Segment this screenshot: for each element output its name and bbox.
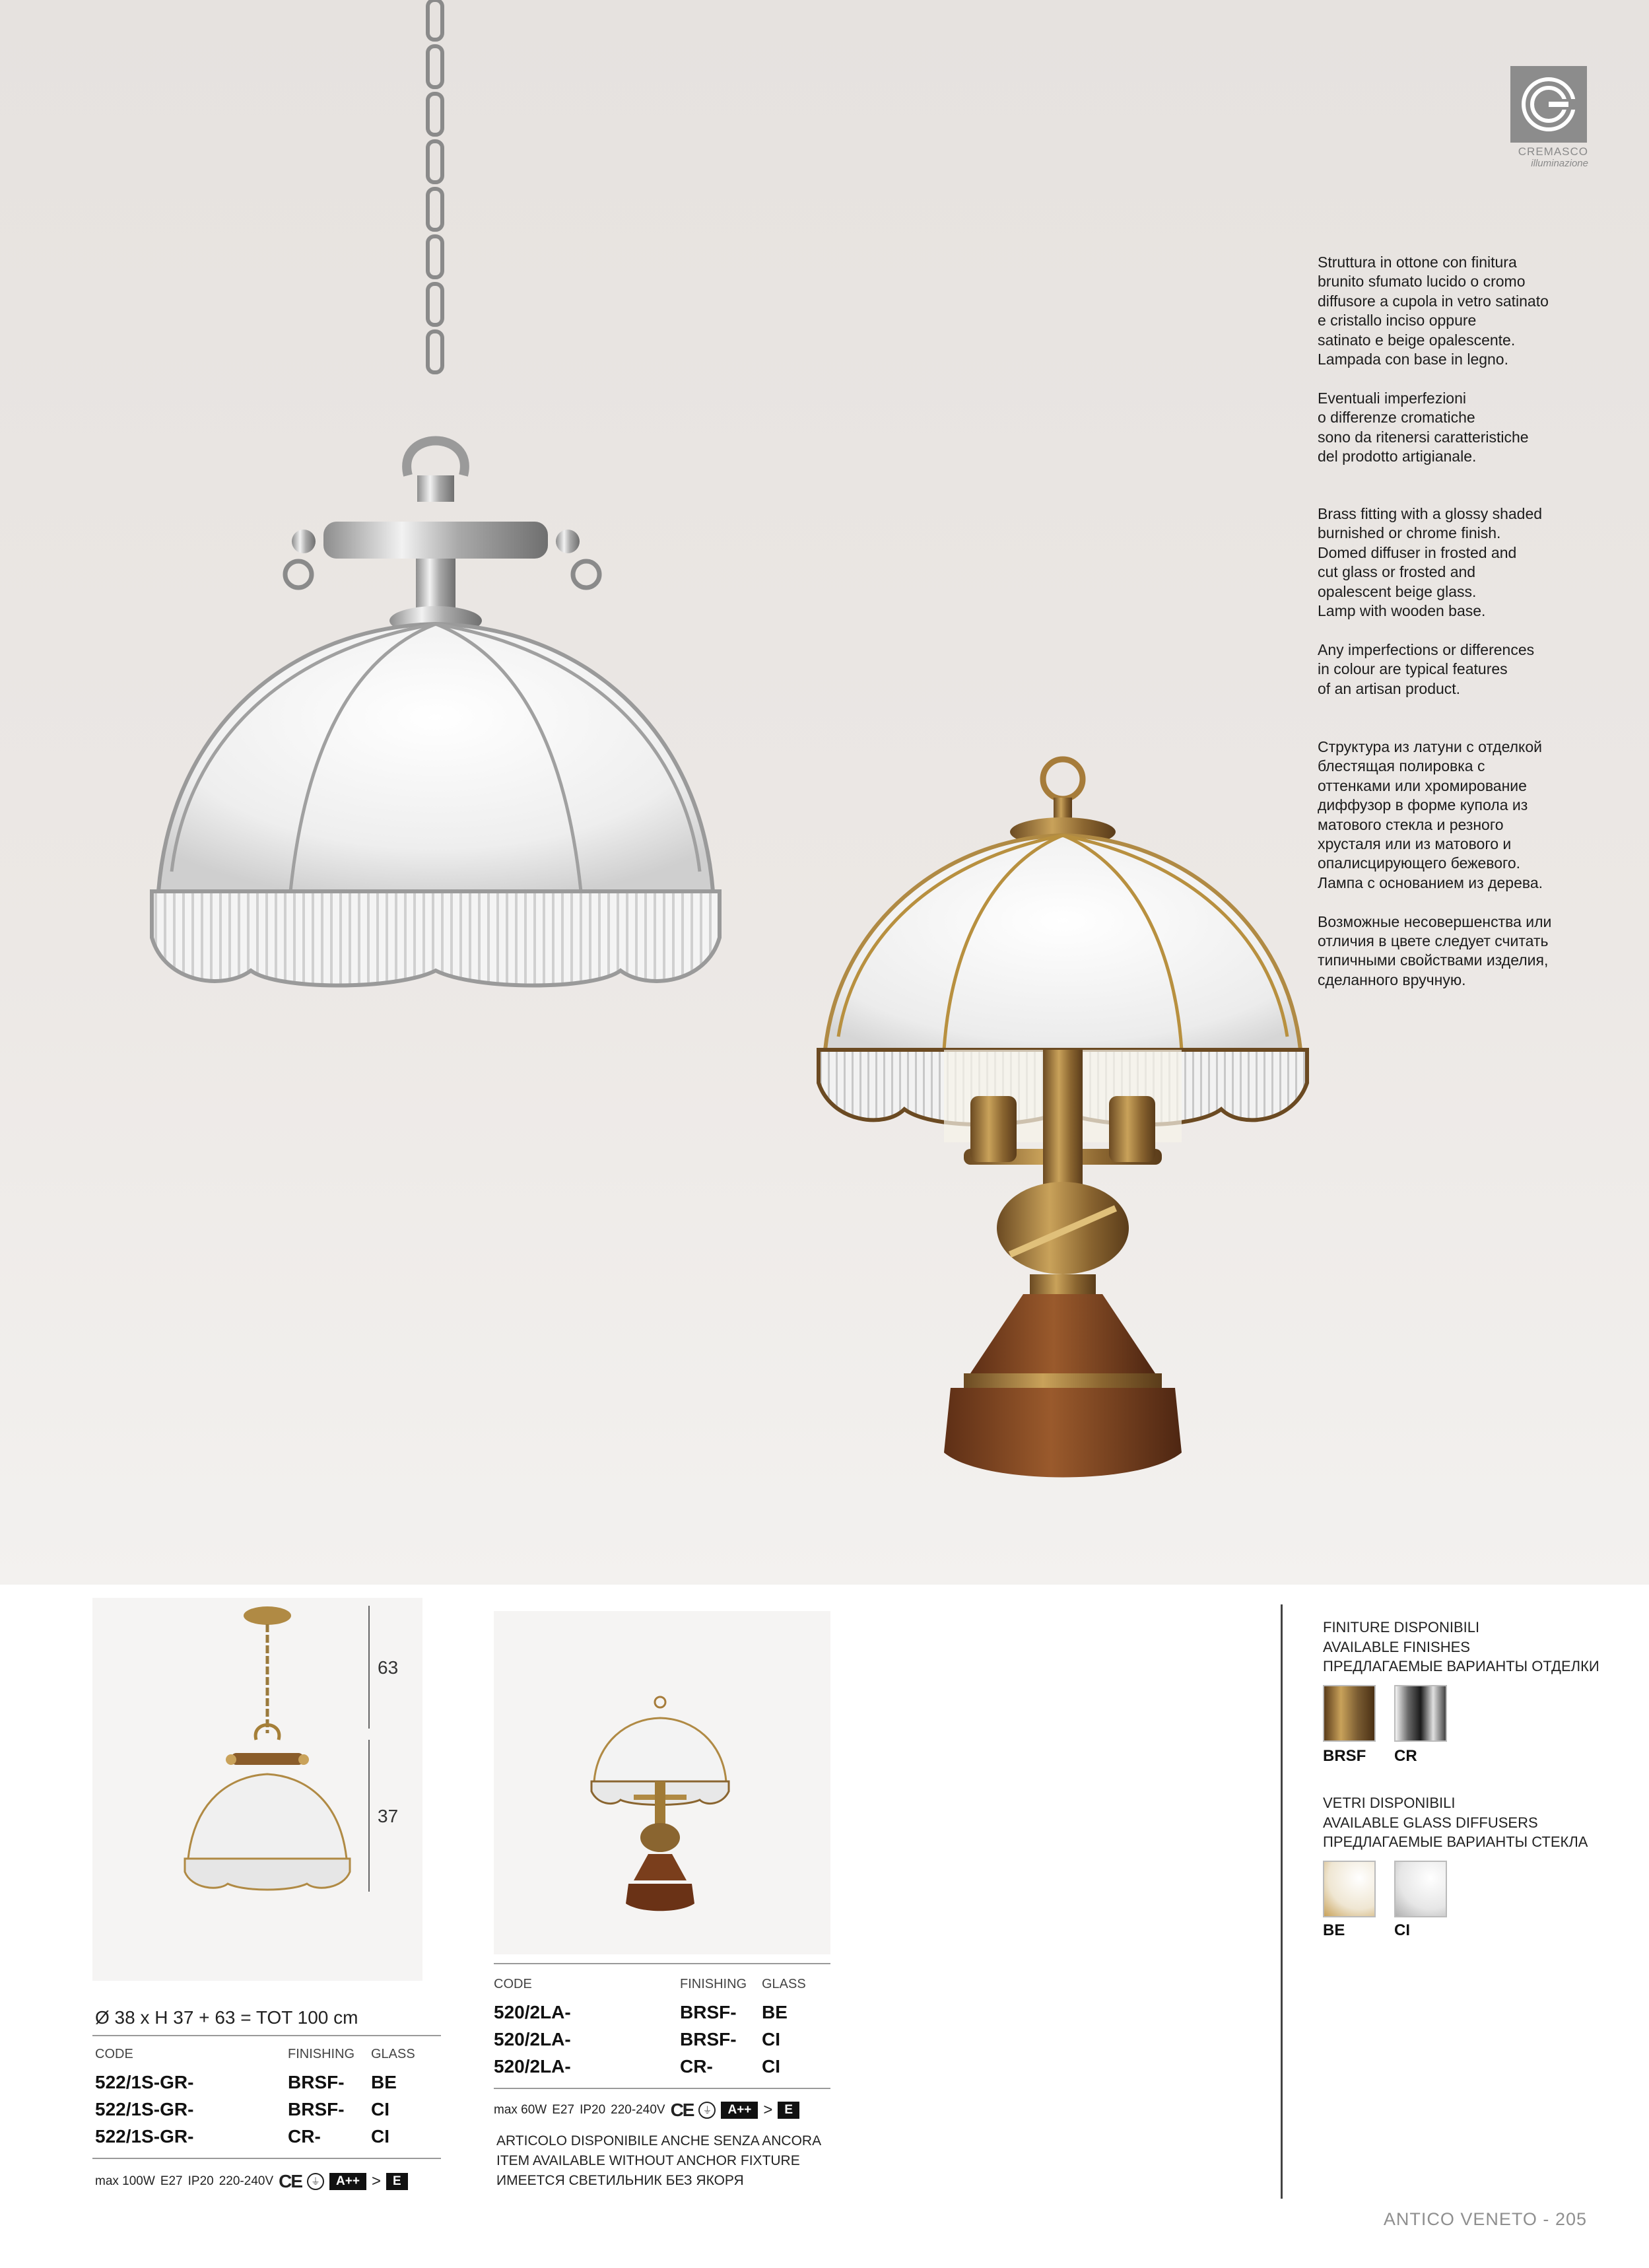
table-lamp-row2-code: 520/2LA- bbox=[494, 2029, 571, 2049]
description-english: Brass fitting with a glossy shaded burnished or chrome finish. Domed diffuser in frosted and cut glass or frosted and opalescent beige glass. Lamp with wooden base. Any imperfections or differences in colour are typical features of an artisan product. bbox=[1318, 505, 1543, 697]
pendant-header-glass: GLASS bbox=[371, 2047, 415, 2061]
finishes-title-russian: ПРЕДЛАГАЕМЫЕ ВАРИАНТЫ ОТДЕЛКИ bbox=[1323, 1658, 1599, 1674]
pendant-specs bbox=[95, 2171, 408, 2192]
glass-code-be: BE bbox=[1323, 1921, 1345, 1939]
glasses-title bbox=[1323, 1793, 1588, 1852]
table-lamp-voltage: 220-240V bbox=[611, 2103, 665, 2117]
table-lamp-header-finishing: FINISHING bbox=[680, 1977, 747, 1991]
dimension-value-top: 63 bbox=[378, 1657, 399, 1678]
pendant-header-finishing: FINISHING bbox=[288, 2047, 355, 2061]
finish-code-brsf: BRSF bbox=[1323, 1747, 1366, 1765]
footer-separator: - bbox=[1543, 2209, 1550, 2229]
table-lamp-row2-glass: CI bbox=[762, 2029, 780, 2049]
anchor-note-english: ITEM AVAILABLE WITHOUT ANCHOR FIXTURE bbox=[496, 2153, 800, 2168]
table-lamp-row2-finishing: BRSF- bbox=[680, 2029, 737, 2049]
table-lamp-row3-finishing: CR- bbox=[680, 2056, 713, 2077]
description-russian: Структура из латуни с отделкой блестящая полировка с оттенками или хромирование диффузор в форме купола из матового стекла и резного хрусталя или из матового и опалисцирующего бежевого. Лампа с основанием из дерева. Возможные несовершенства или отличия в цвете следует считать типичными свойствами изделия, сделанного вручную. bbox=[1318, 738, 1552, 988]
table-lamp-row1-finishing: BRSF- bbox=[680, 2002, 737, 2022]
table-lamp-row3-glass: CI bbox=[762, 2056, 780, 2077]
table-lamp-row3-code: 520/2LA- bbox=[494, 2056, 571, 2077]
anchor-note-italian: ARTICOLO DISPONIBILE ANCHE SENZA ANCORA bbox=[496, 2133, 822, 2148]
pendant-voltage: 220-240V bbox=[219, 2174, 274, 2188]
finishes-title-italian: FINITURE DISPONIBILI bbox=[1323, 1619, 1480, 1635]
glass-swatch-be bbox=[1323, 1861, 1376, 1917]
earth-symbol-icon: ⏚ bbox=[307, 2173, 324, 2190]
pendant-row3-finishing: CR- bbox=[288, 2126, 321, 2147]
glasses-title-italian: VETRI DISPONIBILI bbox=[1323, 1795, 1456, 1811]
brand-tagline: illuminazione bbox=[1531, 158, 1588, 169]
pendant-row1-glass: BE bbox=[371, 2072, 397, 2092]
brand-name: CREMASCO bbox=[1518, 145, 1588, 158]
anchor-note bbox=[496, 2131, 821, 2191]
earth-symbol-icon: ⏚ bbox=[698, 2102, 716, 2119]
dimension-line-top bbox=[368, 1606, 370, 1729]
finish-swatch-cr bbox=[1394, 1685, 1447, 1742]
pendant-dimensions: Ø 38 x H 37 + 63 = TOT 100 cm bbox=[95, 2007, 358, 2028]
pendant-row1-code: 522/1S-GR- bbox=[95, 2072, 194, 2092]
table-lamp-row1-code: 520/2LA- bbox=[494, 2002, 571, 2022]
pendant-energy-sep: > bbox=[371, 2172, 381, 2190]
pendant-socket: E27 bbox=[160, 2174, 183, 2188]
finish-swatch-brsf bbox=[1323, 1685, 1376, 1742]
table-lamp-rule-bottom bbox=[494, 2088, 830, 2089]
finish-code-cr: CR bbox=[1394, 1747, 1417, 1765]
pendant-row2-code: 522/1S-GR- bbox=[95, 2099, 194, 2119]
finishes-title-english: AVAILABLE FINISHES bbox=[1323, 1638, 1470, 1655]
table-lamp-header-glass: GLASS bbox=[762, 1977, 806, 1991]
ce-mark-icon: CE bbox=[279, 2171, 302, 2191]
table-lamp-energy-high: A++ bbox=[721, 2102, 758, 2119]
brass-table-lamp-illustration bbox=[812, 753, 1314, 1525]
table-lamp-row1-glass: BE bbox=[762, 2002, 788, 2022]
table-lamp-ip: IP20 bbox=[580, 2103, 606, 2117]
table-lamp-rule-top bbox=[494, 1963, 830, 1964]
pendant-ip: IP20 bbox=[187, 2174, 214, 2188]
pendant-rule-bottom bbox=[92, 2158, 441, 2159]
pendant-row2-glass: CI bbox=[371, 2099, 389, 2119]
table-lamp-socket: E27 bbox=[552, 2103, 575, 2117]
table-lamp-thumbnail-illustration bbox=[588, 1696, 733, 1913]
pendant-row1-finishing: BRSF- bbox=[288, 2072, 345, 2092]
pendant-header-code: CODE bbox=[95, 2047, 133, 2061]
collection-name: ANTICO VENETO bbox=[1383, 2209, 1537, 2229]
glasses-title-russian: ПРЕДЛАГАЕМЫЕ ВАРИАНТЫ СТЕКЛА bbox=[1323, 1834, 1588, 1850]
pendant-rule-top bbox=[92, 2035, 441, 2036]
dimension-line-bottom bbox=[368, 1740, 370, 1892]
ce-mark-icon: CE bbox=[670, 2100, 694, 2120]
glasses-title-english: AVAILABLE GLASS DIFFUSERS bbox=[1323, 1814, 1538, 1831]
pendant-energy-high: A++ bbox=[329, 2173, 366, 2190]
anchor-note-russian: ИМЕЕТСЯ СВЕТИЛЬНИК БЕЗ ЯКОРЯ bbox=[496, 2173, 744, 2188]
page-number: 205 bbox=[1555, 2209, 1587, 2229]
table-lamp-header-code: CODE bbox=[494, 1977, 532, 1991]
pendant-row2-finishing: BRSF- bbox=[288, 2099, 345, 2119]
table-lamp-power: max 60W bbox=[494, 2103, 547, 2117]
chrome-pendant-lamp-illustration bbox=[145, 0, 739, 1004]
finishes-title bbox=[1323, 1618, 1599, 1676]
glass-code-ci: CI bbox=[1394, 1921, 1410, 1939]
table-lamp-energy-sep: > bbox=[763, 2101, 773, 2119]
table-lamp-energy-low: E bbox=[778, 2102, 799, 2119]
pendant-row3-glass: CI bbox=[371, 2126, 389, 2147]
description-italian: Struttura in ottone con finitura brunito sfumato lucido o cromo diffusore a cupola in vetro satinato e cristallo inciso oppure satinato e beige opalescente. Lampada con base in legno. Eventuali imperfezioni o differenze cromatiche sono da ritenersi caratteristiche del prodotto artigianale. bbox=[1318, 254, 1549, 465]
pendant-thumbnail-illustration bbox=[178, 1601, 356, 1898]
glass-swatch-ci bbox=[1394, 1861, 1447, 1917]
page-footer bbox=[1320, 2209, 1587, 2230]
table-lamp-specs bbox=[494, 2100, 799, 2121]
cremasco-logo bbox=[1510, 66, 1587, 143]
dimension-value-bottom: 37 bbox=[378, 1806, 399, 1826]
pendant-power: max 100W bbox=[95, 2174, 155, 2188]
pendant-row3-code: 522/1S-GR- bbox=[95, 2126, 194, 2147]
pendant-energy-low: E bbox=[386, 2173, 408, 2190]
sidebar-divider bbox=[1281, 1604, 1283, 2199]
